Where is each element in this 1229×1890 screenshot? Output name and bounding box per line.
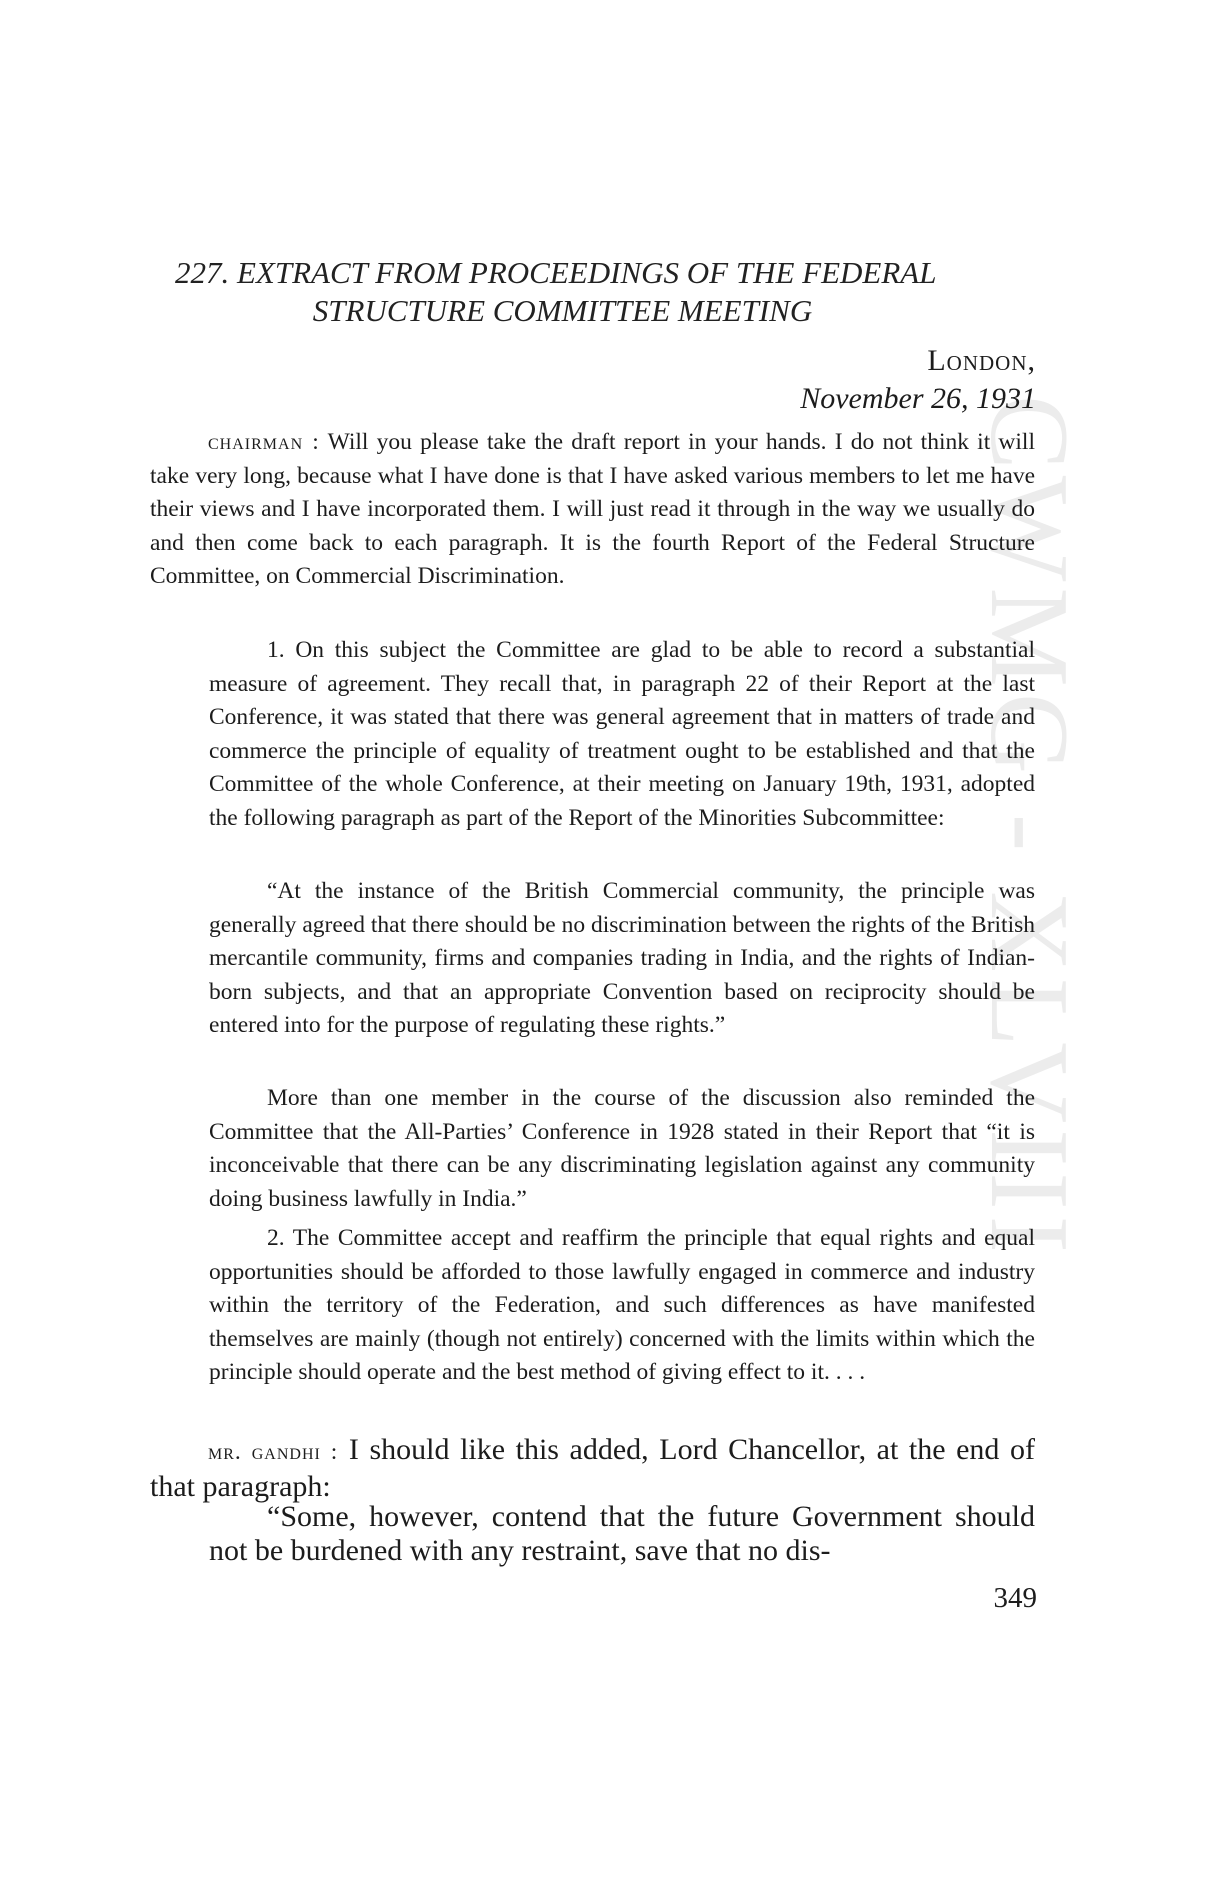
dateline-place: London, <box>927 344 1036 377</box>
chairman-text: Will you please take the draft report in your hands. I do not think it will take very long, because what I have done is that I have asked various members to let me have their views and I have incorporated them. I will just read it through in the way we usually do and then come back to each paragraph. It is the fourth Report of the Federal Structure Committee, on Commercial Discrimination. <box>150 429 1035 590</box>
speaker-gandhi: mr. gandhi : <box>208 1439 339 1465</box>
report-paragraph-all-parties: More than one member in the course of the discussion also reminded the Committee that the All-Parties’ Conference in 1928 stated in their Report that “it is inconceivable that there can be any discriminating legislation against any community doing business lawfully in India.” <box>209 1085 1035 1212</box>
watermark: CWMG - XLVIII <box>967 395 1091 1259</box>
gandhi-proposed-addition: “Some, however, contend that the future Government should not be burdened with any restraint, save that no dis- <box>209 1500 1035 1567</box>
chairman-speech <box>150 426 1035 594</box>
document-heading <box>175 254 1045 330</box>
dateline-date: November 26, 1931 <box>800 382 1036 415</box>
heading-line-2: STRUCTURE COMMITTEE MEETING <box>312 293 813 328</box>
quoted-minorities-report: “At the instance of the British Commercial community, the principle was generally agreed that there should be no discrimination between the rights of the British mercantile community, firms and companies trading in India, and the rights of Indian-born subjects, and that an appropriate Convention based on reciprocity should be entered into for the purpose of regulating these rights.” <box>209 878 1035 1039</box>
report-paragraph-1: 1. On this subject the Committee are glad to be able to record a substantial measure of agreement. They recall that, in paragraph 22 of their Report at the last Conference, it was stated that there was general agreement that in matters of trade and commerce the principle of equality of treatment ought to be established and that the Committee of the whole Conference, at their meeting on January 19th, 1931, adopted the following paragraph as part of the Report of the Minorities Subcommittee: <box>209 637 1035 831</box>
gandhi-speech <box>150 1433 1035 1503</box>
heading-line-1: 227. EXTRACT FROM PROCEEDINGS OF THE FEDERAL <box>175 255 937 290</box>
gandhi-text: I should like this added, Lord Chancellor, at the end of that paragraph: <box>150 1433 1035 1503</box>
speaker-chairman: chairman : <box>208 429 320 455</box>
report-paragraph-2: 2. The Committee accept and reaffirm the principle that equal rights and equal opportunities should be afforded to those lawfully engaged in commerce and industry within the territory of the Federation, and such differences as have manifested themselves are mainly (though not entirely) concerned with the limits within which the principle should operate and the best method of giving effect to it. . . . <box>209 1225 1035 1386</box>
page-number: 349 <box>993 1582 1037 1614</box>
